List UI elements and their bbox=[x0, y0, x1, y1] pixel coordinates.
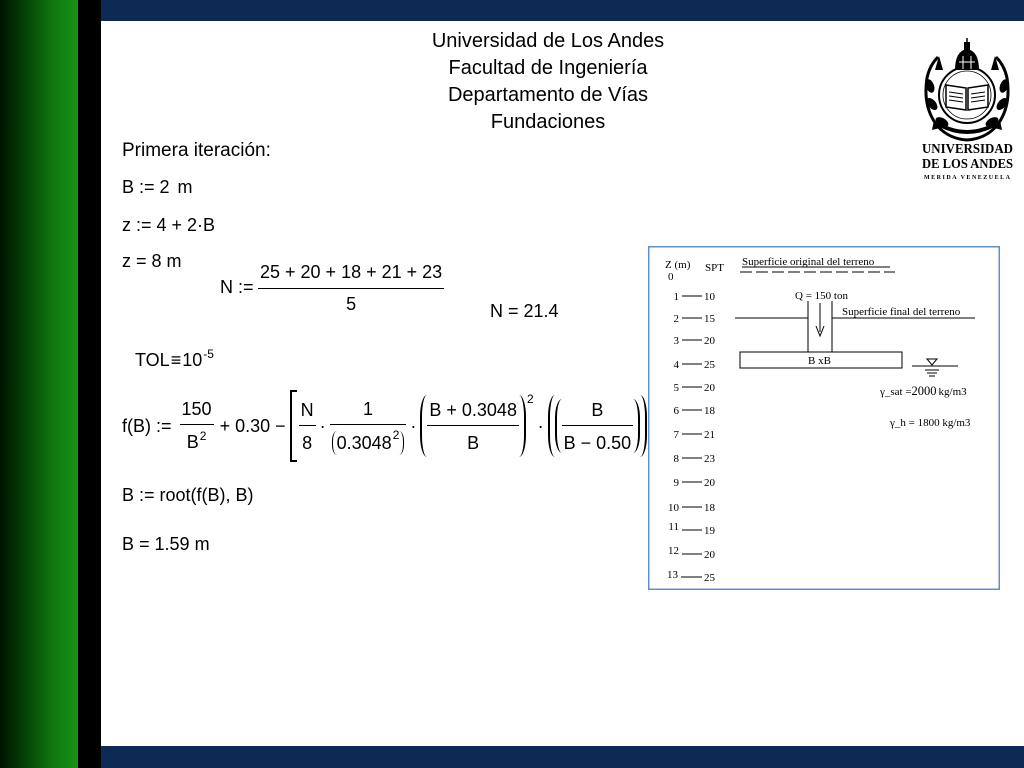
fb-ratio-term bbox=[427, 399, 519, 454]
spt-value: 18 bbox=[704, 502, 715, 514]
depth-label: 12 bbox=[668, 545, 679, 557]
b-result-expression: B = 1.59 bbox=[122, 534, 190, 554]
tolerance-definition bbox=[135, 349, 214, 373]
top-navy-bar bbox=[101, 0, 1024, 21]
outer-left-paren bbox=[548, 395, 555, 457]
tolerance-exponent: -5 bbox=[203, 347, 214, 361]
multiply-dot: · bbox=[319, 416, 326, 436]
depth-label: 6 bbox=[673, 405, 679, 417]
fb-conversion-denominator bbox=[330, 425, 407, 455]
tolerance-operator: ≡ bbox=[170, 350, 182, 370]
fb-lhs: f(B) bbox=[122, 416, 151, 436]
tolerance-name: TOL bbox=[135, 350, 170, 370]
fb-load-den-base: B bbox=[186, 431, 199, 452]
spt-value: 25 bbox=[704, 359, 715, 371]
fb-depth-denominator: B − 0.50 bbox=[563, 432, 632, 453]
fb-n-numerator: N bbox=[299, 399, 316, 426]
multiply-dot: · bbox=[410, 416, 417, 436]
gamma-sat-label: γ_sat = bbox=[880, 386, 912, 398]
spt-value: 10 bbox=[704, 291, 715, 303]
z-result-unit: m bbox=[166, 251, 182, 271]
header-university: Universidad de Los Andes bbox=[431, 30, 665, 52]
spt-value: 20 bbox=[704, 477, 715, 489]
root-solve-statement: B := root(f(B), B) bbox=[122, 485, 254, 505]
saturated-unit-weight bbox=[879, 384, 967, 398]
left-black-band bbox=[78, 0, 101, 768]
spt-value: 23 bbox=[704, 453, 715, 465]
fb-conversion-den-exponent: 2 bbox=[392, 427, 400, 442]
load-label: Q = 150 ton bbox=[795, 290, 848, 302]
university-seal-icon bbox=[924, 38, 1010, 140]
b-result-unit: m bbox=[194, 534, 210, 554]
gamma-sat-value: 2000 bbox=[911, 384, 937, 398]
fb-load-term bbox=[180, 398, 214, 455]
fb-conversion-term bbox=[330, 398, 407, 455]
inner-right-paren bbox=[633, 399, 640, 453]
logo-name-line1: UNIVERSIDAD bbox=[922, 142, 1013, 157]
moist-unit-weight: γ_h = 1800 kg/m3 bbox=[890, 417, 971, 429]
spt-value: 19 bbox=[704, 525, 715, 537]
logo-name-line2: DE LOS ANDES bbox=[922, 157, 1014, 172]
left-paren bbox=[420, 395, 427, 457]
footing-dimension-label: B xB bbox=[808, 355, 831, 367]
gamma-sat-unit: kg/m3 bbox=[938, 386, 967, 398]
bottom-navy-bar bbox=[101, 746, 1024, 768]
n-result: N = 21.4 bbox=[490, 301, 559, 321]
fb-n-denominator: 8 bbox=[302, 432, 313, 453]
header-course: Fundaciones bbox=[490, 111, 606, 133]
left-green-band bbox=[0, 0, 78, 768]
fb-depth-term bbox=[562, 399, 634, 454]
original-surface-label: Superficie original del terreno bbox=[742, 256, 875, 268]
n-average-fraction bbox=[258, 261, 444, 315]
surface-depth-label: 0 bbox=[668, 271, 674, 283]
iteration-title: Primera iteración: bbox=[122, 140, 271, 161]
fb-conversion-numerator: 1 bbox=[330, 398, 407, 425]
spt-value: 21 bbox=[704, 429, 715, 441]
fb-depth-numerator: B bbox=[562, 399, 634, 426]
spt-value: 20 bbox=[704, 335, 715, 347]
depth-label: 4 bbox=[673, 359, 679, 371]
final-surface-label: Superficie final del terreno bbox=[842, 306, 961, 318]
right-paren bbox=[519, 395, 526, 457]
depth-label: 1 bbox=[673, 291, 679, 303]
fb-load-den-exponent: 2 bbox=[199, 428, 207, 443]
depth-label: 11 bbox=[668, 521, 679, 533]
soil-profile-diagram bbox=[648, 246, 1000, 590]
b-initial-expression: B := 2 bbox=[122, 177, 170, 197]
tolerance-base: 10 bbox=[182, 350, 203, 370]
b-result bbox=[122, 533, 210, 555]
spt-value: 15 bbox=[704, 313, 715, 325]
fb-ratio-denominator: B bbox=[467, 432, 480, 453]
fb-constant-terms: + 0.30 − bbox=[219, 416, 286, 436]
depth-label: 8 bbox=[673, 453, 679, 465]
z-result-expression: z = 8 bbox=[122, 251, 162, 271]
spt-column-header: SPT bbox=[705, 262, 724, 274]
fb-ratio-exponent: 2 bbox=[526, 392, 534, 406]
n-fraction-numerator: 25 + 20 + 18 + 21 + 23 bbox=[258, 261, 444, 289]
b-initial-unit: m bbox=[177, 177, 193, 197]
b-initial-definition bbox=[122, 176, 193, 198]
fb-n-term bbox=[299, 399, 316, 454]
left-square-bracket bbox=[290, 390, 297, 462]
fb-load-numerator: 150 bbox=[180, 398, 214, 425]
fb-conversion-den-base: 0.3048 bbox=[336, 432, 392, 453]
small-right-paren bbox=[399, 431, 404, 455]
multiply-dot: · bbox=[537, 416, 544, 436]
header-department: Departamento de Vías bbox=[447, 84, 649, 106]
depth-label: 9 bbox=[673, 477, 679, 489]
spt-value: 18 bbox=[704, 405, 715, 417]
depth-label: 10 bbox=[668, 502, 679, 514]
depth-label: 7 bbox=[673, 429, 679, 441]
slide-header bbox=[398, 28, 698, 136]
n-fraction-denominator: 5 bbox=[346, 294, 357, 314]
inner-left-paren bbox=[555, 399, 562, 453]
fb-ratio-numerator: B + 0.3048 bbox=[427, 399, 519, 426]
n-definition-lhs: N := bbox=[220, 277, 254, 297]
z-result bbox=[122, 250, 182, 272]
depth-label: 13 bbox=[667, 569, 678, 581]
logo-location: MERIDA VENEZUELA bbox=[924, 175, 1010, 181]
depth-label: 2 bbox=[673, 313, 679, 325]
fb-definition bbox=[122, 386, 656, 466]
spt-value: 20 bbox=[704, 382, 715, 394]
depth-column-header: Z (m) bbox=[665, 259, 691, 271]
fb-load-denominator bbox=[180, 425, 214, 455]
depth-label: 3 bbox=[673, 335, 679, 347]
fb-assign-operator: := bbox=[156, 416, 172, 436]
depth-label: 5 bbox=[673, 382, 679, 394]
z-definition: z := 4 + 2·B bbox=[122, 215, 216, 235]
university-logo bbox=[918, 38, 1018, 183]
header-faculty: Facultad de Ingeniería bbox=[448, 57, 648, 79]
spt-value: 20 bbox=[704, 549, 715, 561]
spt-value: 25 bbox=[704, 572, 715, 584]
outer-right-paren bbox=[640, 395, 647, 457]
